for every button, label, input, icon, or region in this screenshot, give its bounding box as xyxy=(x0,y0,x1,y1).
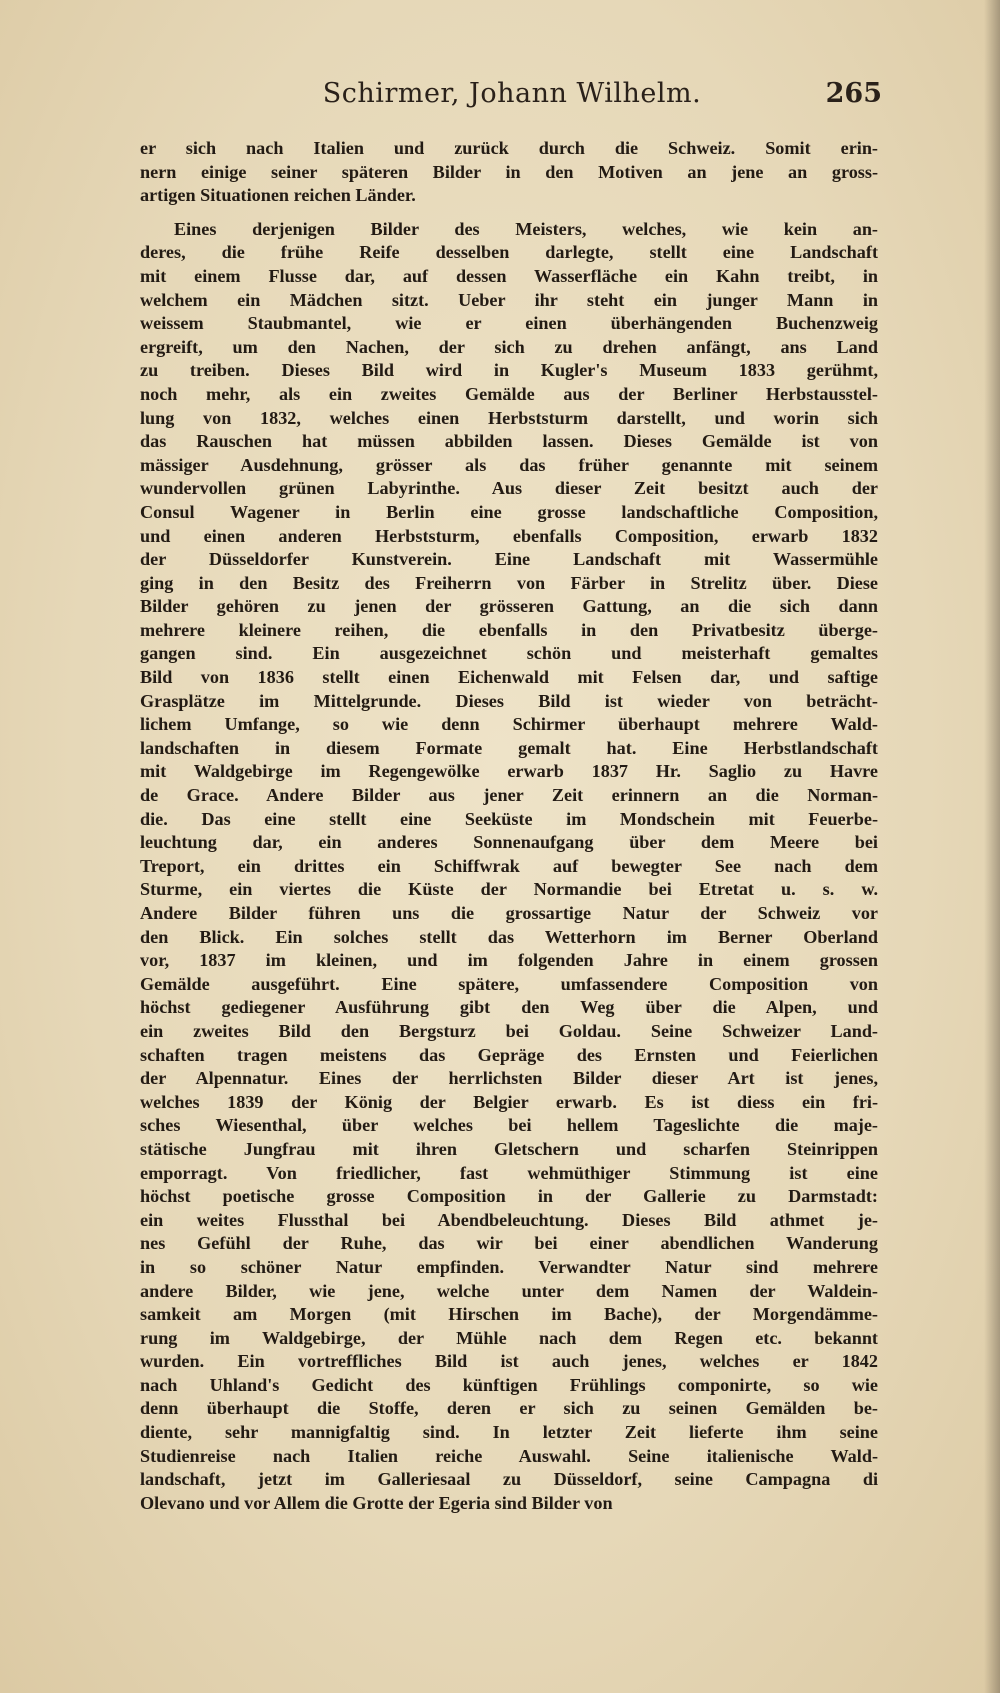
text-line: Bild von 1836 stellt einen Eichenwald mit Felsen dar, und saftige xyxy=(140,667,878,688)
text-line: Consul Wagener in Berlin eine grosse landschaftliche Composition, xyxy=(140,501,878,522)
text-line: Gemälde ausgeführt. Eine spätere, umfassendere Composition von xyxy=(140,973,878,994)
page-edge-shadow xyxy=(984,0,1000,1693)
text-line: denn überhaupt die Stoffe, deren er sich zu seinen Gemälden be- xyxy=(140,1398,878,1419)
text-line: samkeit am Morgen (mit Hirschen im Bache), der Morgendämme- xyxy=(140,1304,878,1325)
paragraph-gap xyxy=(140,208,878,218)
text-line: die. Das eine stellt eine Seeküste im Mondschein mit Feuerbe- xyxy=(140,808,878,829)
body-text xyxy=(140,137,878,1515)
text-line: ging in den Besitz des Freiherrn von Färber in Strelitz über. Diese xyxy=(140,572,878,593)
text-line: schaften tragen meistens das Gepräge des Ernsten und Feierlichen xyxy=(140,1044,878,1065)
text-line: noch mehr, als ein zweites Gemälde aus der Berliner Herbstausstel- xyxy=(140,383,878,404)
text-line: wurden. Ein vortreffliches Bild ist auch jenes, welches er 1842 xyxy=(140,1351,878,1372)
text-line: nern einige seiner späteren Bilder in den Motiven an jene an gross- xyxy=(140,161,878,182)
text-line: Eines derjenigen Bilder des Meisters, welches, wie kein an- xyxy=(174,218,878,239)
text-line: er sich nach Italien und zurück durch die Schweiz. Somit erin- xyxy=(140,138,878,158)
text-line: mit Waldgebirge im Regengewölke erwarb 1837 Hr. Saglio zu Havre xyxy=(140,761,878,782)
text-line: Treport, ein drittes ein Schiffwrak auf bewegter See nach dem xyxy=(140,855,878,876)
text-line: deres, die frühe Reife desselben darlegte, stellt eine Landschaft xyxy=(140,242,878,263)
text-line: mehrere kleinere reihen, die ebenfalls in den Privatbesitz überge- xyxy=(140,619,878,640)
text-line: mit einem Flusse dar, auf dessen Wasserfläche ein Kahn treibt, in xyxy=(140,265,878,286)
paragraph-1 xyxy=(140,137,878,208)
text-line: diente, sehr mannigfaltig sind. In letzter Zeit lieferte ihm seine xyxy=(140,1422,878,1443)
text-line: ein zweites Bild den Bergsturz bei Goldau. Seine Schweizer Land- xyxy=(140,1020,878,1041)
text-line: andere Bilder, wie jene, welche unter dem Namen der Waldein- xyxy=(140,1280,878,1301)
text-line: wundervollen grünen Labyrinthe. Aus dieser Zeit besitzt auch der xyxy=(140,478,878,499)
text-line: nach Uhland's Gedicht des künftigen Frühlings componirte, so wie xyxy=(140,1374,878,1395)
text-line: ergreift, um den Nachen, der sich zu drehen anfängt, ans Land xyxy=(140,336,878,357)
text-line: Grasplätze im Mittelgrunde. Dieses Bild ist wieder von beträcht- xyxy=(140,690,878,711)
text-line: sches Wiesenthal, über welches bei hellem Tageslichte die maje- xyxy=(140,1115,878,1136)
text-line: emporragt. Von friedlicher, fast wehmüthiger Stimmung ist eine xyxy=(140,1162,878,1183)
text-line: stätische Jungfrau mit ihren Gletschern und scharfen Steinrippen xyxy=(140,1138,878,1159)
text-line: und einen anderen Herbststurm, ebenfalls Composition, erwarb 1832 xyxy=(140,525,878,546)
text-line: weissem Staubmantel, wie er einen überhängenden Buchenzweig xyxy=(140,313,878,334)
text-line: der Alpennatur. Eines der herrlichsten Bilder dieser Art ist jenes, xyxy=(140,1068,878,1089)
text-line: in so schöner Natur empfinden. Verwandter Natur sind mehrere xyxy=(140,1256,878,1277)
text-line: artigen Situationen reichen Länder. xyxy=(140,185,416,206)
text-line: Studienreise nach Italien reiche Auswahl. Seine italienische Wald- xyxy=(140,1445,878,1466)
text-line: Andere Bilder führen uns die grossartige Natur der Schweiz vor xyxy=(140,903,878,923)
text-line: gangen sind. Ein ausgezeichnet schön und meisterhaft gemaltes xyxy=(140,643,878,664)
text-line: der Düsseldorfer Kunstverein. Eine Landschaft mit Wassermühle xyxy=(140,549,878,570)
text-line: nes Gefühl der Ruhe, das wir bei einer abendlichen Wanderung xyxy=(140,1233,878,1254)
text-line: höchst poetische grosse Composition in der Gallerie zu Darmstadt: xyxy=(140,1186,878,1207)
text-line: lung von 1832, welches einen Herbststurm darstellt, und worin sich xyxy=(140,407,878,428)
text-line: Bilder gehören zu jenen der grösseren Gattung, an die sich dann xyxy=(140,596,878,617)
text-line: landschaften in diesem Formate gemalt hat. Eine Herbstlandschaft xyxy=(140,737,878,758)
text-line: zu treiben. Dieses Bild wird in Kugler's Museum 1833 gerühmt, xyxy=(140,360,878,381)
text-line: Sturme, ein viertes die Küste der Normandie bei Etretat u. s. w. xyxy=(140,879,878,900)
text-line: rung im Waldgebirge, der Mühle nach dem Regen etc. bekannt xyxy=(140,1327,878,1348)
text-line: den Blick. Ein solches stellt das Wetterhorn im Berner Oberland xyxy=(140,926,878,947)
paragraph-2 xyxy=(140,218,878,1516)
running-header xyxy=(142,78,882,118)
text-line: landschaft, jetzt im Galleriesaal zu Düsseldorf, seine Campagna di xyxy=(140,1469,878,1490)
text-line: lichem Umfange, so wie denn Schirmer überhaupt mehrere Wald- xyxy=(140,714,878,735)
text-line: welchem ein Mädchen sitzt. Ueber ihr steht ein junger Mann in xyxy=(140,289,878,310)
text-line: Olevano und vor Allem die Grotte der Egeria sind Bilder von xyxy=(140,1492,613,1513)
text-line: das Rauschen hat müssen abbilden lassen. Dieses Gemälde ist von xyxy=(140,431,878,452)
text-line: welches 1839 der König der Belgier erwarb. Es ist diess ein fri- xyxy=(140,1091,878,1112)
text-line: leuchtung dar, ein anderes Sonnenaufgang über dem Meere bei xyxy=(140,832,878,853)
text-line: mässiger Ausdehnung, grösser als das früher genannte mit seinem xyxy=(140,454,878,475)
text-line: ein weites Flussthal bei Abendbeleuchtung. Dieses Bild athmet je- xyxy=(140,1209,878,1230)
text-line: vor, 1837 im kleinen, und im folgenden Jahre in einem grossen xyxy=(140,950,878,971)
header-title: Schirmer, Johann Wilhelm. xyxy=(322,78,702,109)
page-number: 265 xyxy=(825,78,882,109)
text-line: höchst gediegener Ausführung gibt den Weg über die Alpen, und xyxy=(140,997,878,1018)
text-line: de Grace. Andere Bilder aus jener Zeit erinnern an die Norman- xyxy=(140,785,878,806)
